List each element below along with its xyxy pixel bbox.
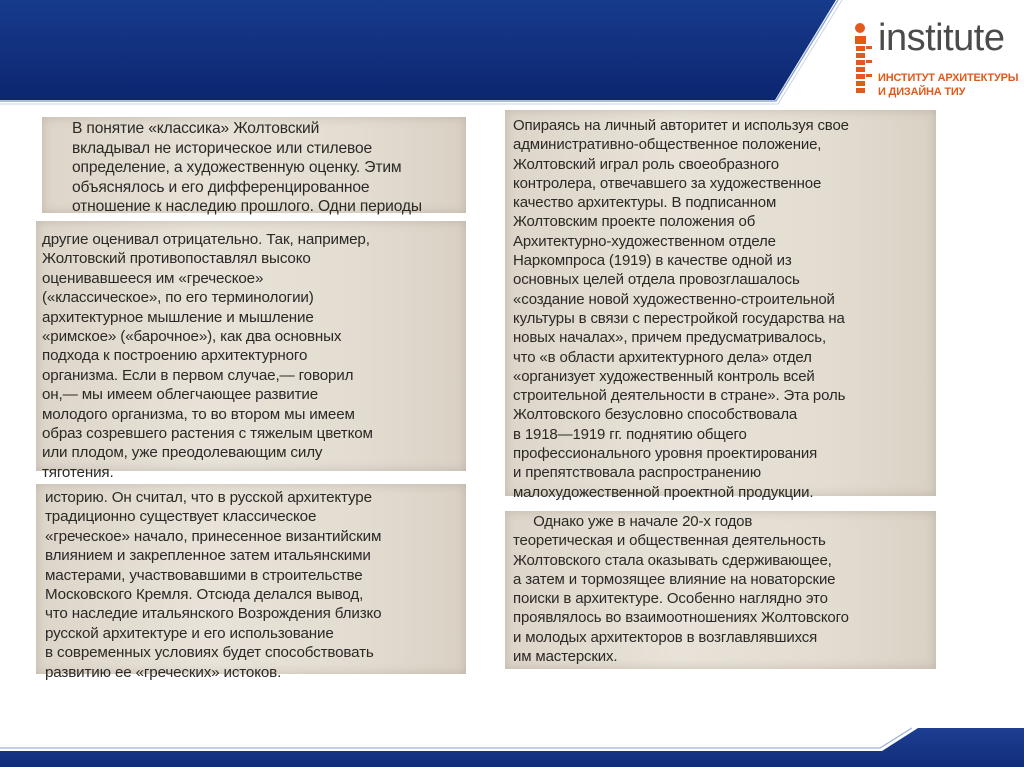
logo-subtitle-line-2: И ДИЗАЙНА ТИУ	[878, 86, 966, 98]
footer-band	[0, 728, 1024, 767]
scan-text: другие оценивал отрицательно. Так, например, Жолтовский противопоставлял высоко оценивавшееся им «греческое» («классическое», по его терминологии) архитектурное мышление и мышление «римское» («барочное»), как два основных подхода к построению архитектурного организма. Если в первом случае,— говорил он,— мы имеем облегчающее развитие молодого организма, то во втором мы имеем образ созревшего растения с тяжелым цветком или плодом, уже преодолевающим силу тяготения.	[42, 231, 373, 481]
scan-text: Однако уже в начале 20-х годов теоретическая и общественная деятельность Жолтовского стала оказывать сдерживающее, а затем и тормозящее влияние на новаторские поиски в архитектуре. Особенно наглядно это проявлялось во взаимоотношениях Жолтовского и молодых архитекторов в возглавлявшихся им мастерских.	[513, 513, 849, 666]
text-scan-fragment	[42, 117, 466, 216]
text-scan-fragment	[36, 484, 466, 681]
logo-wordmark: institute	[878, 17, 1005, 59]
logo-subtitle-line-1: ИНСТИТУТ АРХИТЕКТУРЫ	[878, 72, 1019, 84]
scan-text: Опираясь на личный авторитет и используя свое административно-общественное положение, Жолтовский играл роль своеобразного контролера, отвечавшего за художественное качество архитектуры. В подписанном Жолтовским проекте положения об Архитектурно-художественном отделе Наркомпроса (1919) в качестве одной из основных целей отдела провозглашалось «создание новой художественно-строительной культуры в связи с перестройкой государства на новых началах», причем предусматривалось, что «в области архитектурного дела» отдел «организует художественный контроль всей строительной деятельности в стране». Эта роль Жолтовского безусловно способствовала в 1918—1919 гг. поднятию общего профессионального уровня проектирования и препятствовала распространению малохудожественной проектной продукции.	[513, 117, 849, 501]
institute-logo	[852, 17, 1019, 102]
text-scan-fragment	[505, 511, 936, 669]
scan-text: историю. Он считал, что в русской архитектуре традиционно существует классическое «греческое» начало, принесенное византийским влиянием и закрепленное затем итальянскими мастерами, участвовавшими в строительстве Московского Кремля. Отсюда делался вывод, что наследие итальянского Возрождения близко русской архитектуре и его использование в современных условиях будет способствовать развитию ее «греческих» истоков.	[45, 489, 382, 681]
text-scan-fragment	[36, 221, 466, 481]
logo-figure-icon	[852, 22, 876, 100]
scan-text: В понятие «классика» Жолтовский вкладывал не историческое или стилевое определение, а художественную оценку. Этим объяснялось и его дифференцированное отношение к наследию прошлого. Одни периоды	[72, 120, 422, 216]
text-scan-fragment	[505, 110, 936, 501]
